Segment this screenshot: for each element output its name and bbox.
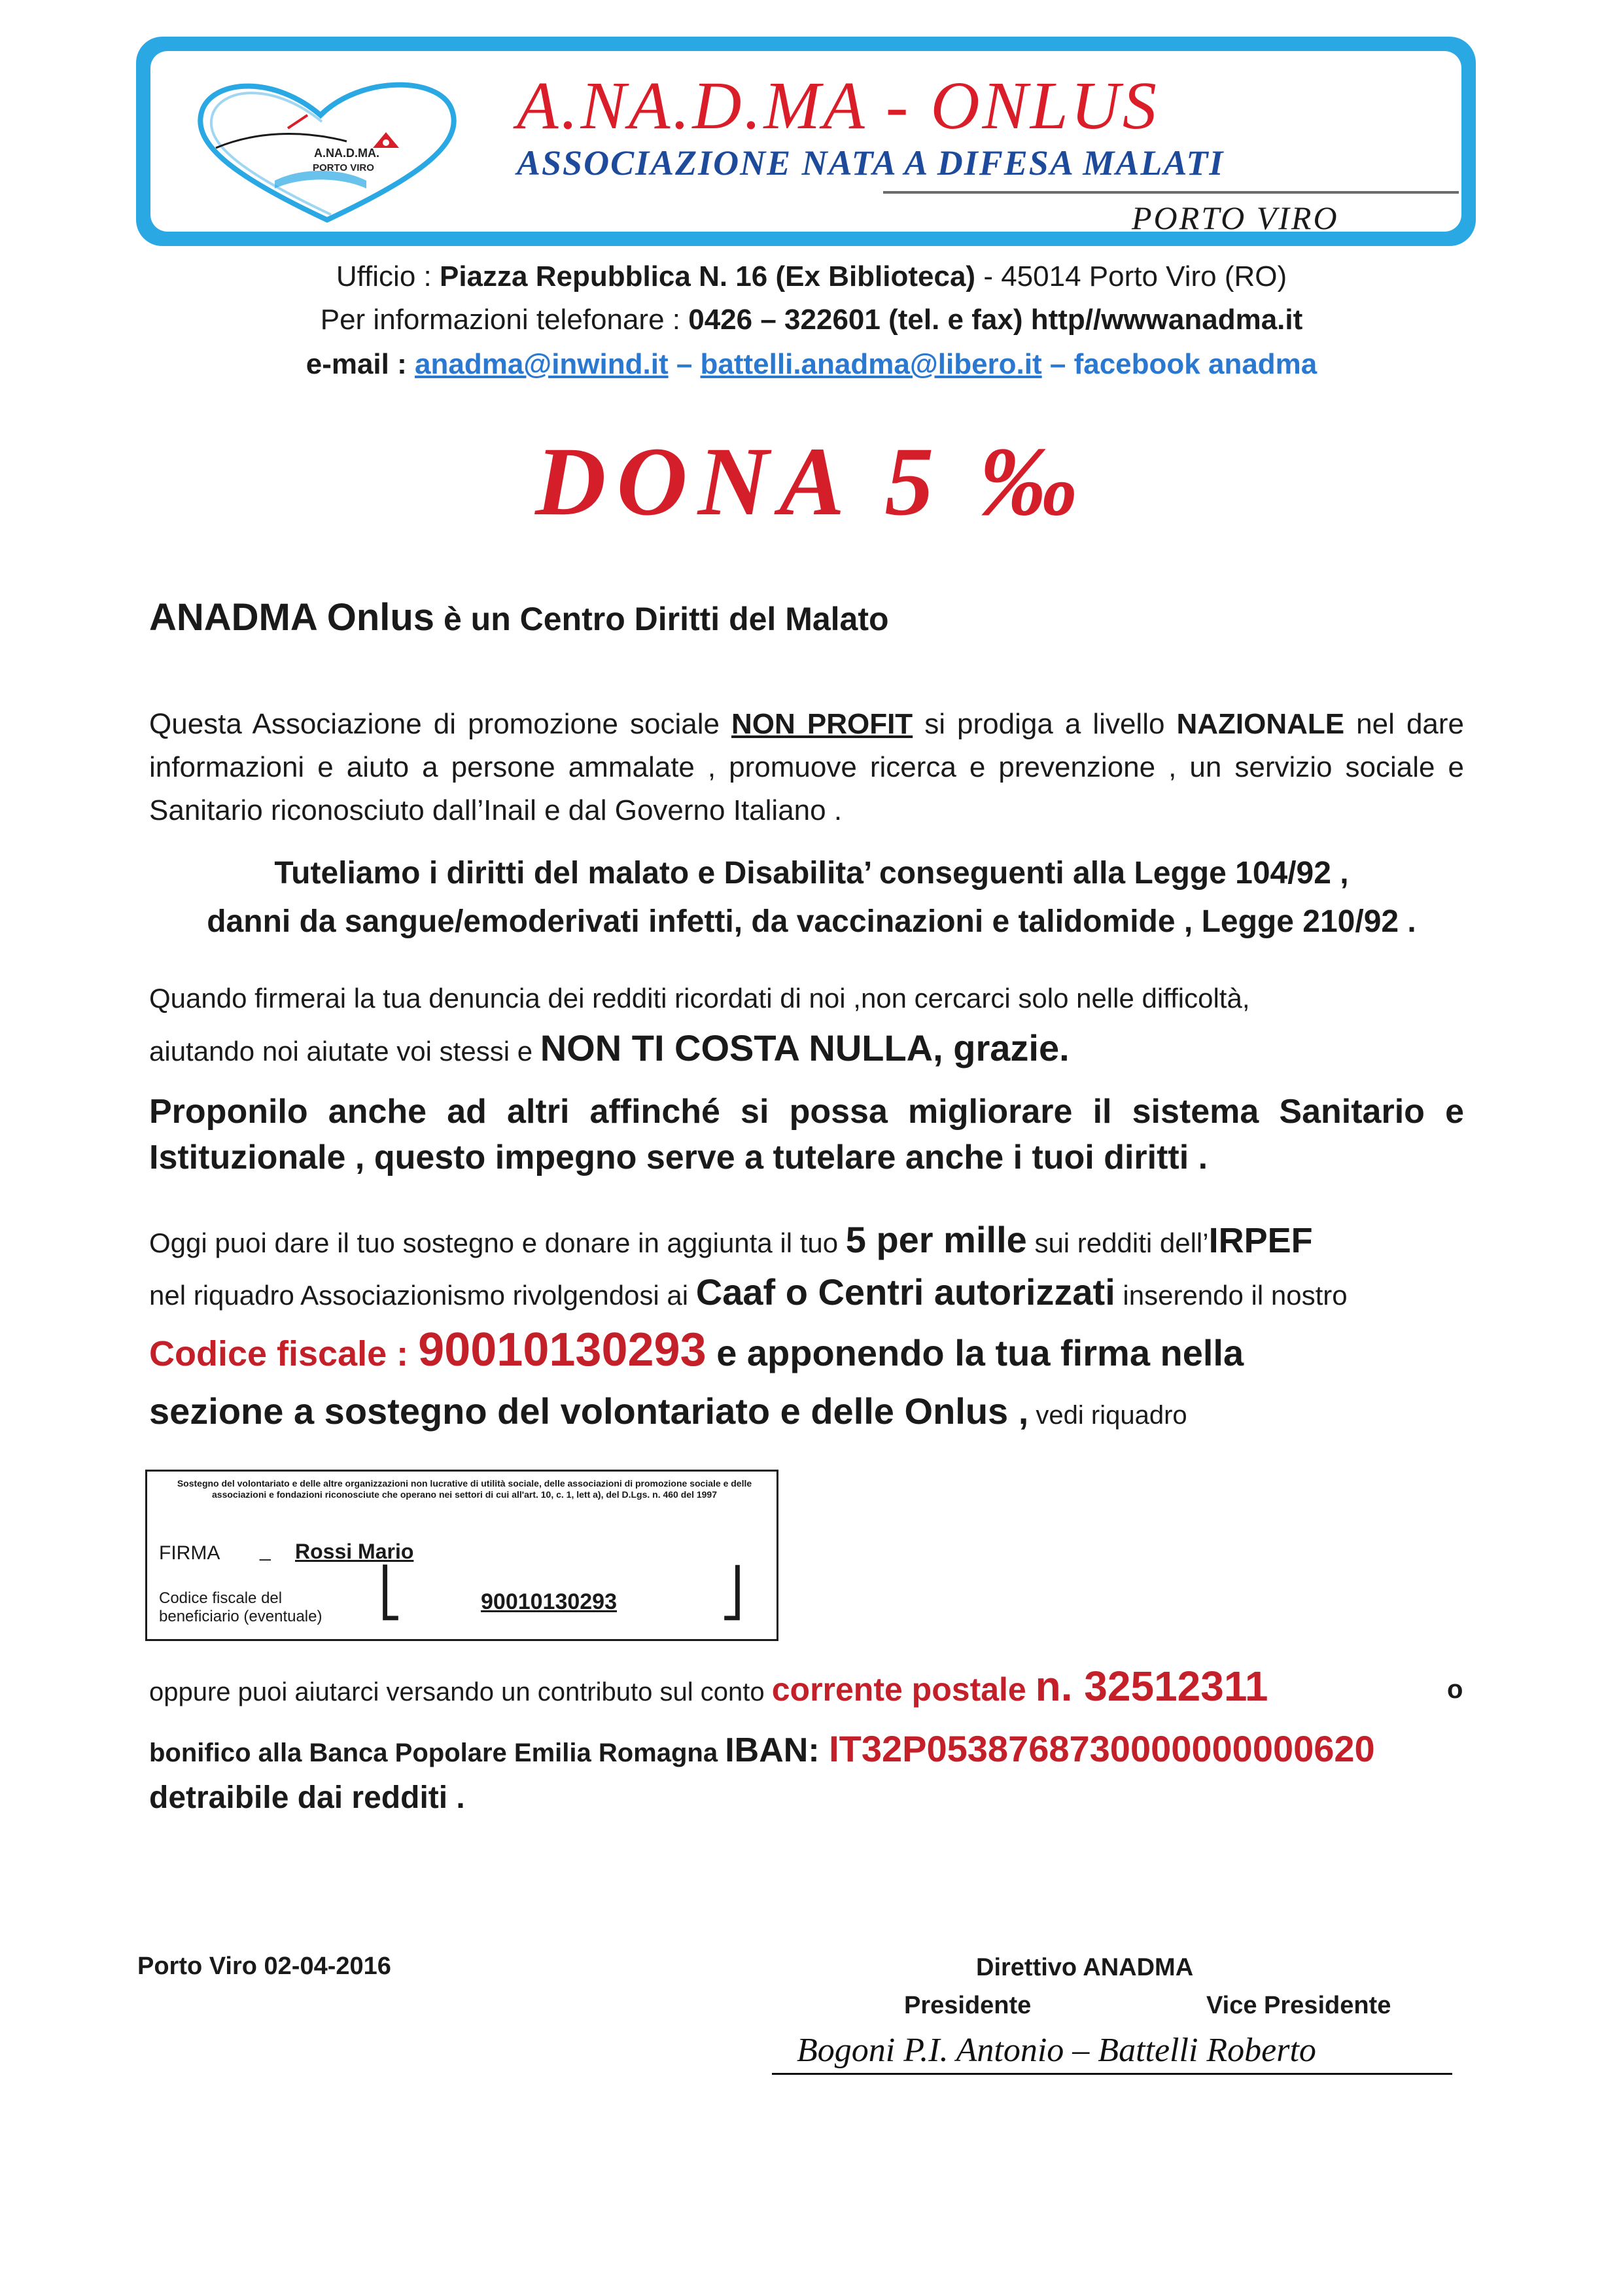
support-section-text: sezione a sostegno del volontariato e delle Onlus , (149, 1390, 1029, 1432)
bracket-left-icon: ⎣ (379, 1567, 402, 1619)
postal-account-number: n. 32512311 (1035, 1663, 1268, 1710)
email-link-1[interactable]: anadma@inwind.it (415, 348, 669, 380)
banner-inner (150, 51, 1461, 236)
cf-value: 90010130293 (481, 1589, 618, 1614)
firma-value: Rossi Mario (295, 1540, 414, 1563)
email-line (0, 348, 1623, 381)
email-label: e-mail : (305, 348, 415, 380)
cf-label-line-1: Codice fiscale del (159, 1589, 283, 1607)
five-per-mille: 5 per mille (845, 1219, 1027, 1260)
nonprofit-label: NON PROFIT (731, 708, 913, 740)
intro-rest: è un Centro Diritti del Malato (434, 601, 889, 637)
text: Questa Associazione di promozione sociale (149, 708, 732, 740)
tax-line-1: Quando firmerai la tua denuncia dei redditi ricordati di noi ,non cercarci solo nelle difficoltà, (149, 983, 1250, 1014)
phone-line (0, 304, 1623, 336)
office-line (0, 260, 1623, 293)
payment-line-1 (149, 1662, 1471, 1710)
text: bonifico alla Banca Popolare Emilia Romagna (149, 1739, 725, 1767)
paragraph-donate-2 (149, 1271, 1471, 1313)
fiscal-line-2 (149, 1390, 1187, 1432)
text: si prodiga a livello (913, 708, 1177, 740)
paragraph-propose-2: Istituzionale , questo impegno serve a tutelare anche i tuoi diritti . (149, 1139, 1208, 1176)
text: oppure puoi aiutarci versando un contributo sul conto (149, 1678, 772, 1706)
organization-title: A.NA.D.MA - ONLUS (517, 68, 1159, 143)
place-date: Porto Viro 02-04-2016 (137, 1952, 391, 1980)
fiscal-code-line (149, 1323, 1477, 1377)
fiscal-code-value: 90010130293 (418, 1324, 707, 1376)
office-address: Piazza Repubblica N. 16 (Ex Biblioteca) (439, 260, 976, 292)
bracket-right-icon: ⎦ (720, 1567, 744, 1619)
no-cost-text: NON TI COSTA NULLA, grazie. (540, 1027, 1070, 1069)
paragraph-propose-1: Proponilo anche ad altri affinché si possa migliorare il sistema Sanitario e (149, 1093, 1464, 1131)
text: nel riquadro Associazionismo rivolgendosi ai (149, 1280, 696, 1311)
header-banner (136, 37, 1476, 246)
logo (177, 69, 543, 233)
separator: – (668, 348, 701, 380)
deductible-text: detraibile dai redditi . (149, 1780, 465, 1815)
phone-value: 0426 – 322601 (tel. e fax) http//wwwanadma.it (688, 304, 1303, 336)
cf-label-line-2: beneficiario (eventuale) (159, 1608, 323, 1625)
facebook-link[interactable]: – facebook anadma (1041, 348, 1318, 380)
tax-line-2 (149, 1023, 1464, 1076)
vice-president-label: Vice Presidente (1206, 1992, 1391, 2019)
postal-account-label: corrente postale (771, 1671, 1036, 1708)
text: Oggi puoi dare il tuo sostegno e donare in aggiunta il tuo (149, 1227, 846, 1258)
firma-label: FIRMA (159, 1542, 220, 1564)
iban-label: IBAN: (725, 1731, 829, 1769)
rights-line-1: Tuteliamo i diritti del malato e Disabilita’ conseguenti alla Legge 104/92 , (274, 856, 1349, 891)
paragraph-rights (0, 849, 1623, 946)
organization-subtitle: ASSOCIAZIONE NATA A DIFESA MALATI (517, 143, 1225, 183)
email-link-2[interactable]: battelli.anadma@libero.it (700, 348, 1042, 380)
signature-line (772, 2073, 1452, 2075)
fiscal-code-label: Codice fiscale : (149, 1334, 419, 1373)
see-box-text: vedi riquadro (1028, 1401, 1187, 1430)
irpef-label: IRPEF (1208, 1221, 1313, 1260)
board-label: Direttivo ANADMA (976, 1954, 1194, 1981)
logo-text: A.NA.D.MA. (314, 147, 379, 160)
rights-line-2: danni da sangue/emoderivati infetti, da vaccinazioni e talidomide , Legge 210/92 . (207, 904, 1416, 939)
intro-line (149, 595, 889, 639)
or-text: o (1447, 1675, 1463, 1704)
firma-dash: _ (260, 1540, 271, 1561)
nazionale-label: NAZIONALE (1176, 708, 1345, 740)
banner-city: PORTO VIRO (1132, 200, 1339, 236)
logo-text: PORTO VIRO (313, 162, 374, 173)
form-header: Sostegno del volontariato e delle altre organizzazioni non lucrative di utilità sociale, delle associazioni di promozione sociale e delle associazioni e fondazioni riconosciute che operano nei settori di cui all'art. 10, c. 1, lett a), del D.Lgs. n. 460 del 1997 (177, 1478, 752, 1500)
office-label: Ufficio : (336, 260, 440, 292)
president-label: Presidente (904, 1992, 1032, 2019)
text: nel dare informazioni e aiuto a persone ammalate , promuove ricerca e prevenzione , un servizio sociale e Sanitario riconosciuto dall’Inail e dal Governo Italiano . (149, 708, 1465, 826)
office-city: - 45014 Porto Viro (RO) (975, 260, 1287, 292)
headline: DONA 5 ‰ (535, 427, 1088, 536)
text: aiutando noi aiutate voi stessi e (149, 1036, 540, 1067)
paragraph-tax (149, 974, 1464, 1076)
text: sui redditi dell’ (1026, 1227, 1209, 1258)
intro-strong: ANADMA Onlus (149, 596, 435, 639)
iban-value: IT32P0538768730000000000620 (829, 1728, 1375, 1769)
text: inserendo il nostro (1115, 1280, 1348, 1311)
fiscal-code-after: e apponendo la tua firma nella (706, 1332, 1244, 1373)
paragraph-association (149, 703, 1464, 832)
signature: Bogoni P.I. Antonio – Battelli Roberto (797, 2032, 1316, 2069)
phone-label: Per informazioni telefonare : (320, 304, 689, 336)
caaf-label: Caaf o Centri autorizzati (695, 1271, 1115, 1313)
payment-line-2 (149, 1727, 1375, 1770)
cf-label (159, 1589, 322, 1626)
tax-form-example (145, 1470, 778, 1641)
divider (883, 191, 1459, 194)
paragraph-donate-1 (149, 1218, 1471, 1261)
